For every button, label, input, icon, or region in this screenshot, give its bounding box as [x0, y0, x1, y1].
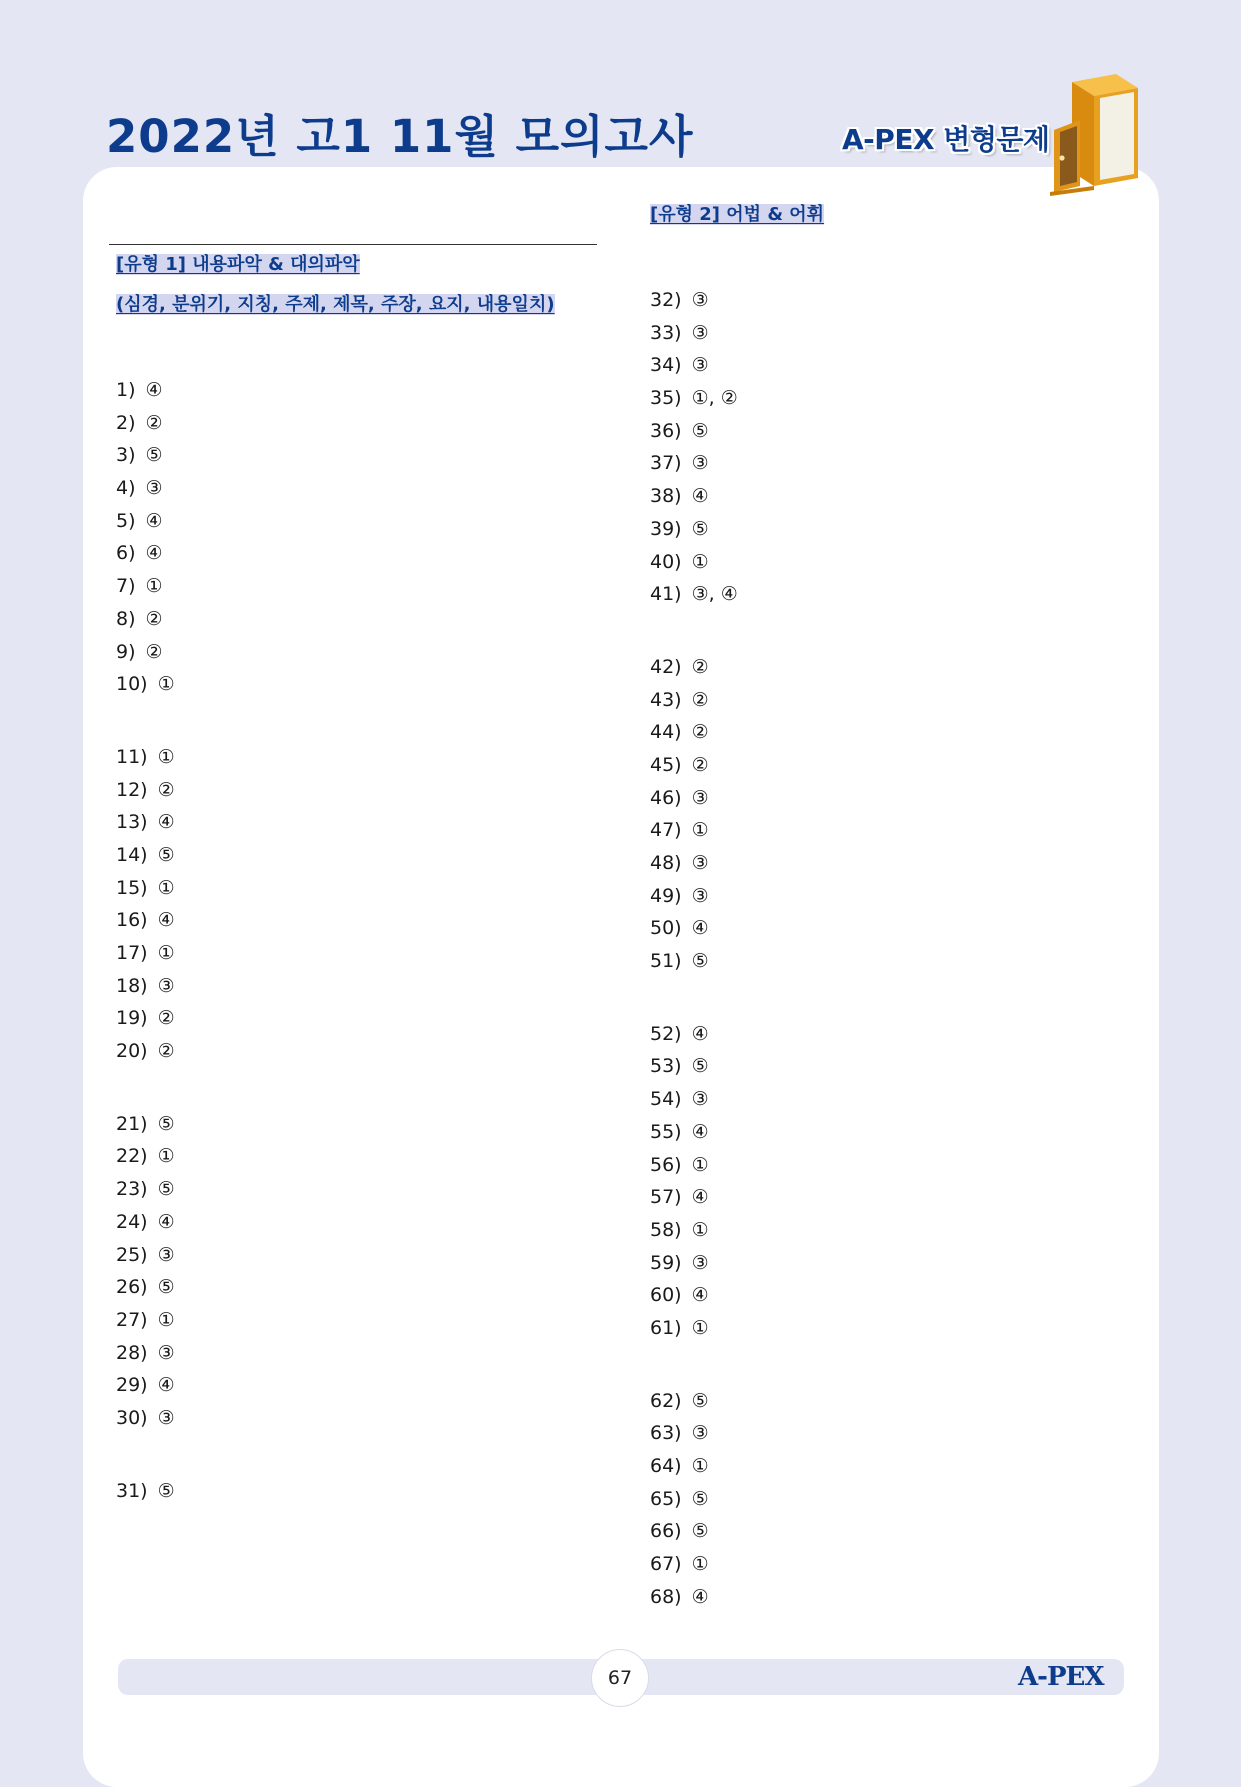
question-number: 38): [650, 485, 682, 508]
answer-value: ②: [145, 411, 163, 434]
answer-value: ②: [691, 753, 709, 776]
question-number: 49): [650, 884, 682, 907]
answer-value: ④: [145, 509, 163, 532]
answer-value: ④: [157, 811, 175, 834]
answer-value: ③: [157, 974, 175, 997]
question-number: 2): [116, 411, 136, 434]
answer-value: ①: [157, 673, 175, 696]
answer-item: [116, 1337, 555, 1370]
question-number: 28): [116, 1341, 148, 1364]
answer-group: [650, 651, 824, 978]
answer-group: [116, 1475, 555, 1508]
answer-item: [116, 806, 555, 839]
answer-value: ④: [691, 1585, 709, 1608]
question-number: 39): [650, 517, 682, 540]
answer-value: ②: [691, 688, 709, 711]
answer-item: [116, 407, 555, 440]
section-heading-type2: [유형 2] 어법 & 어휘: [650, 204, 825, 225]
answer-value: ②: [145, 640, 163, 663]
answer-item: [650, 749, 824, 782]
question-number: 30): [116, 1406, 148, 1429]
answer-item: [650, 651, 824, 684]
answer-item: [650, 716, 824, 749]
answer-value: ④: [157, 909, 175, 932]
answer-value: ①: [691, 1218, 709, 1241]
question-number: 66): [650, 1520, 682, 1543]
question-number: 33): [650, 321, 682, 344]
answer-item: [650, 415, 824, 448]
answer-value: ⑤: [691, 950, 709, 973]
answer-item: [650, 1083, 824, 1116]
question-number: 8): [116, 607, 136, 630]
answer-item: [650, 382, 824, 415]
answer-item: [116, 1108, 555, 1141]
answer-value: ⑤: [691, 517, 709, 540]
answer-item: [116, 1173, 555, 1206]
answer-value: ⑤: [691, 419, 709, 442]
answer-item: [650, 1214, 824, 1247]
answer-item: [650, 1548, 824, 1581]
question-number: 45): [650, 753, 682, 776]
question-number: 7): [116, 575, 136, 598]
answer-value: ①: [157, 876, 175, 899]
answer-item: [650, 546, 824, 579]
answer-item: [650, 1247, 824, 1280]
answer-value: ③: [691, 852, 709, 874]
question-number: 22): [116, 1145, 148, 1168]
answer-item: [116, 1206, 555, 1239]
answer-value: ⑤: [157, 1479, 175, 1502]
answer-value: ⑤: [691, 1487, 709, 1510]
answer-item: [650, 814, 824, 847]
question-number: 1): [116, 379, 136, 401]
question-number: 58): [650, 1218, 682, 1241]
answer-item: [650, 513, 824, 546]
section-subheading-type1: (심경, 분위기, 지칭, 주제, 제목, 주장, 요지, 내용일치): [116, 294, 555, 315]
question-number: 18): [116, 974, 148, 997]
answer-item: [650, 1417, 824, 1450]
question-number: 37): [650, 452, 682, 475]
answer-item: [116, 1271, 555, 1304]
answer-value: ③, ④: [691, 583, 738, 606]
answer-item: [116, 1475, 555, 1508]
question-number: 35): [650, 387, 682, 410]
answer-item: [650, 945, 824, 978]
question-number: 52): [650, 1022, 682, 1045]
question-number: 34): [650, 354, 682, 377]
answer-item: [116, 505, 555, 538]
answer-value: ⑤: [145, 444, 163, 467]
question-number: 11): [116, 745, 148, 768]
answer-value: ①: [157, 1308, 175, 1331]
answer-group: [650, 284, 824, 611]
question-number: 24): [116, 1210, 148, 1233]
left-column: [116, 252, 555, 1507]
answer-group: [116, 1108, 555, 1435]
page-title: 2022년 고1 11월 모의고사: [106, 110, 694, 163]
answer-value: ④: [157, 1210, 175, 1233]
answer-item: [650, 1312, 824, 1345]
question-number: 3): [116, 444, 136, 467]
answer-value: ③: [691, 1251, 709, 1274]
question-number: 14): [116, 843, 148, 866]
answer-value: ④: [691, 1284, 709, 1307]
answer-value: ①: [157, 745, 175, 768]
answer-item: [650, 1515, 824, 1548]
answer-item: [650, 1450, 824, 1483]
answer-value: ②: [157, 1007, 175, 1030]
answer-value: ③: [157, 1341, 175, 1364]
answer-value: ③: [691, 786, 709, 809]
answer-item: [116, 537, 555, 570]
question-number: 36): [650, 419, 682, 442]
answer-value: ④: [691, 917, 709, 940]
answer-item: [116, 1239, 555, 1272]
question-number: 64): [650, 1455, 682, 1477]
answer-item: [116, 1140, 555, 1173]
answer-item: [650, 847, 824, 880]
answer-item: [116, 904, 555, 937]
question-number: 13): [116, 811, 148, 834]
answer-value: ②: [691, 655, 709, 678]
answer-item: [116, 839, 555, 872]
question-number: 16): [116, 909, 148, 932]
question-number: 53): [650, 1055, 682, 1078]
question-number: 31): [116, 1479, 148, 1502]
answer-value: ④: [157, 1374, 175, 1397]
answer-item: [116, 1369, 555, 1402]
brand-label: A-PEX 변형문제: [842, 123, 1050, 156]
answer-value: ②: [691, 721, 709, 744]
answer-value: ⑤: [157, 1112, 175, 1135]
question-number: 56): [650, 1153, 682, 1176]
answer-item: [116, 774, 555, 807]
answer-value: ④: [691, 1120, 709, 1143]
question-number: 23): [116, 1178, 148, 1201]
answer-value: ①: [691, 1455, 709, 1477]
answer-item: [650, 684, 824, 717]
question-number: 48): [650, 852, 682, 874]
answer-value: ①: [691, 550, 709, 573]
answer-item: [650, 1149, 824, 1182]
answer-item: [650, 880, 824, 913]
answer-item: [650, 578, 824, 611]
question-number: 9): [116, 640, 136, 663]
answer-value: ③: [691, 1422, 709, 1445]
question-number: 41): [650, 583, 682, 606]
question-number: 61): [650, 1316, 682, 1339]
question-number: 46): [650, 786, 682, 809]
answer-item: [116, 603, 555, 636]
question-number: 63): [650, 1422, 682, 1445]
question-number: 17): [116, 942, 148, 964]
question-number: 5): [116, 509, 136, 532]
answer-item: [650, 447, 824, 480]
answer-value: ③: [157, 1406, 175, 1429]
answer-value: ③: [691, 289, 709, 311]
answer-value: ①: [691, 1153, 709, 1176]
answer-value: ⑤: [691, 1055, 709, 1078]
answer-value: ⑤: [691, 1520, 709, 1543]
question-number: 55): [650, 1120, 682, 1143]
answer-value: ④: [145, 379, 163, 401]
question-number: 68): [650, 1585, 682, 1608]
answer-item: [650, 480, 824, 513]
answer-item: [650, 782, 824, 815]
answer-item: [650, 1181, 824, 1214]
answer-value: ①, ②: [691, 387, 738, 410]
answer-group: [650, 1018, 824, 1345]
answer-value: ③: [145, 477, 163, 500]
answer-value: ④: [691, 1186, 709, 1209]
answer-item: [116, 636, 555, 669]
answer-item: [116, 472, 555, 505]
answer-value: ①: [145, 575, 163, 598]
answer-value: ①: [691, 1553, 709, 1576]
question-number: 50): [650, 917, 682, 940]
answer-value: ④: [145, 542, 163, 565]
answer-value: ⑤: [157, 1276, 175, 1299]
answer-item: [116, 741, 555, 774]
answer-value: ④: [691, 1022, 709, 1045]
answer-group: [116, 374, 555, 701]
question-number: 51): [650, 950, 682, 973]
answer-item: [116, 668, 555, 701]
answer-value: ③: [157, 1243, 175, 1266]
answer-value: ②: [157, 1040, 175, 1063]
footer-logo: A-PEX: [1018, 1662, 1104, 1692]
question-number: 57): [650, 1186, 682, 1209]
book-door-icon: [1050, 74, 1146, 202]
question-number: 12): [116, 778, 148, 801]
answer-item: [650, 1279, 824, 1312]
answer-group: [650, 1385, 824, 1614]
question-number: 60): [650, 1284, 682, 1307]
answer-item: [116, 570, 555, 603]
answer-item: [650, 1018, 824, 1051]
question-number: 47): [650, 819, 682, 842]
question-number: 25): [116, 1243, 148, 1266]
answer-item: [116, 439, 555, 472]
question-number: 67): [650, 1553, 682, 1576]
answer-item: [650, 1050, 824, 1083]
header-rule: [109, 244, 597, 245]
answer-value: ③: [691, 321, 709, 344]
question-number: 27): [116, 1308, 148, 1331]
answer-item: [116, 1402, 555, 1435]
question-number: 54): [650, 1088, 682, 1111]
question-number: 26): [116, 1276, 148, 1299]
section-heading-type1: [유형 1] 내용파악 & 대의파악: [116, 254, 360, 275]
answer-item: [116, 374, 555, 407]
question-number: 29): [116, 1374, 148, 1397]
answer-value: ③: [691, 354, 709, 377]
answer-item: [650, 349, 824, 382]
answer-item: [650, 1116, 824, 1149]
right-column: [650, 202, 824, 1613]
answer-value: ⑤: [157, 843, 175, 866]
answer-item: [650, 1385, 824, 1418]
answer-item: [650, 1581, 824, 1614]
question-number: 59): [650, 1251, 682, 1274]
answer-group: [116, 741, 555, 1068]
answer-item: [650, 1483, 824, 1516]
answer-value: ①: [157, 942, 175, 964]
question-number: 43): [650, 688, 682, 711]
answer-value: ①: [691, 1316, 709, 1339]
question-number: 40): [650, 550, 682, 573]
question-number: 21): [116, 1112, 148, 1135]
answer-value: ⑤: [691, 1389, 709, 1412]
question-number: 20): [116, 1040, 148, 1063]
question-number: 6): [116, 542, 136, 565]
answer-item: [116, 937, 555, 970]
question-number: 32): [650, 289, 682, 311]
question-number: 42): [650, 655, 682, 678]
answer-value: ④: [691, 485, 709, 508]
answer-item: [116, 1035, 555, 1068]
question-number: 65): [650, 1487, 682, 1510]
answer-value: ②: [157, 778, 175, 801]
question-number: 10): [116, 673, 148, 696]
answer-value: ①: [691, 819, 709, 842]
answer-value: ⑤: [157, 1178, 175, 1201]
answer-item: [650, 284, 824, 317]
answer-value: ②: [145, 607, 163, 630]
answer-item: [650, 317, 824, 350]
answer-item: [650, 912, 824, 945]
answer-value: ③: [691, 452, 709, 475]
answer-value: ①: [157, 1145, 175, 1168]
question-number: 15): [116, 876, 148, 899]
question-number: 19): [116, 1007, 148, 1030]
answer-value: ③: [691, 884, 709, 907]
answer-value: ③: [691, 1088, 709, 1111]
answer-item: [116, 1304, 555, 1337]
question-number: 62): [650, 1389, 682, 1412]
question-number: 44): [650, 721, 682, 744]
page-number: 67: [591, 1649, 649, 1707]
answer-item: [116, 970, 555, 1003]
answer-item: [116, 1002, 555, 1035]
question-number: 4): [116, 477, 136, 500]
answer-item: [116, 872, 555, 905]
